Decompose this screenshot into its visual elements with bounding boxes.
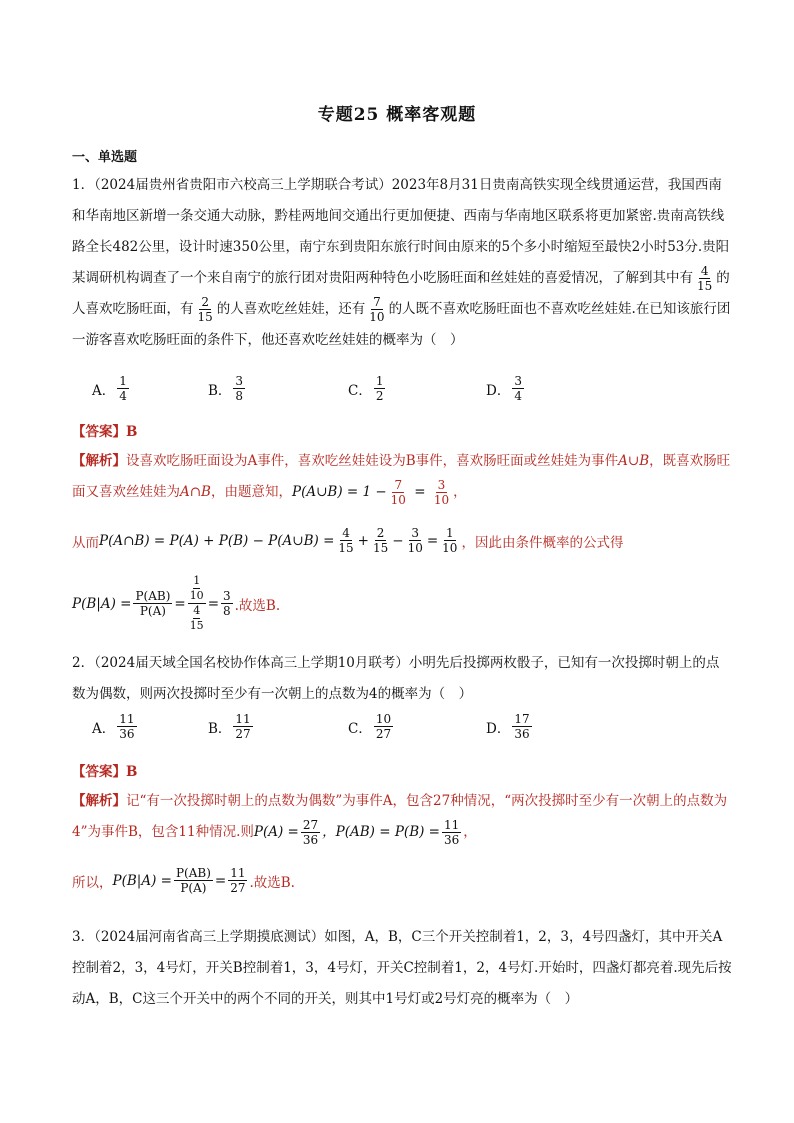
q1-analysis-line-2: 从而 P(A∩B) = P(A) + P(B) − P(A∪B) = $\frac{4}{15}$ + $\frac{2}{15}$ − $\frac{3}{10}$ = $\frac{1}{10}$ ，因此由条件概率的公式得	[72, 526, 624, 555]
q2-analysis: 【解析】记“有一次投掷时朝上的点数为偶数”为事件A，包含27种情况，“两次投掷时至少有一次朝上的点数为4”为事件B，包含11种情况.则P(A) = $\frac{27}{36}$ ，P(AB) = P(B) = $\frac{11}{36}$ ，	[72, 793, 728, 847]
q1-fraction-3: $\frac{7}{10}$	[369, 295, 385, 324]
question-2: 2．（2024届天域全国名校协作体高三上学期10月联考）小明先后投掷两枚骰子，已知有一次投掷时朝上的点数为偶数，则两次投掷时至少有一次朝上的点数为4的概率为（ ）	[72, 655, 720, 702]
q1-fraction-1: $\frac{4}{15}$	[697, 264, 713, 293]
q2-option-d[interactable]: D． $\frac{17}{36}$	[486, 712, 530, 741]
q1-fraction-2: $\frac{2}{15}$	[197, 295, 213, 324]
q1-options	[92, 374, 712, 414]
q1-analysis-tag: 【解析】	[72, 453, 126, 469]
q1-text: 1．（2024届贵州省贵阳市六校高三上学期联合考试）2023年8月31日贵南高铁实现全线贯通运营，我国西南和华南地区新增一条交通大动脉，黔桂两地间交通出行更加便捷、西南与华南地区联系将更加紧密.贵南高铁线路全长482公里，设计时速350公里，南宁东到贵阳东旅行时间由原来的5个多小时缩短至最快2小时53分.贵阳某调研机构调查了一个来自南宁的旅行团对贵阳两种特色小吃肠旺面和丝娃娃的喜爱情况，了解到其中有	[72, 177, 730, 286]
q2-option-b[interactable]: B． $\frac{11}{27}$	[208, 712, 251, 741]
q1-text-3: 的人喜欢吃丝娃娃，还有	[216, 301, 366, 317]
q2-analysis-line-2: 所以， P(B|A) = $\frac{P(AB)}{P(A)}$ = $\frac{11}{27}$ .故选B.	[72, 866, 295, 895]
q1-option-d[interactable]: D． $\frac{3}{4}$	[486, 374, 522, 403]
question-3: 3．（2024届河南省高三上学期摸底测试）如图，A，B，C三个开关控制着1，2，3，4号四盏灯，其中开关A控制着2，3，4号灯，开关B控制着1，3，4号灯，开关C控制着1，2，4号灯.开始时，四盏灯都亮着.现先后按动A，B，C这三个开关中的两个不同的开关，则其中1号灯或2号灯亮的概率为（ ）	[72, 929, 732, 1007]
section-heading: 一、单选题	[72, 150, 138, 165]
q1-option-c[interactable]: C． $\frac{1}{2}$	[348, 374, 384, 403]
q1-analysis-line-3: P(B|A) = $\frac{P(AB)}{P(A)}$ = 1 10 4 15 = $\frac{3}{8}$ .故选B.	[72, 574, 281, 632]
q1-option-a[interactable]: A． $\frac{1}{4}$	[92, 374, 127, 403]
q2-option-c[interactable]: C． $\frac{10}{27}$	[348, 712, 392, 741]
page-title: 专题25 概率客观题	[317, 105, 477, 125]
q1-text-2: 的人喜欢吃肠旺面，有	[72, 270, 730, 317]
q2-analysis-tag: 【解析】	[72, 793, 126, 809]
q2-option-a[interactable]: A． $\frac{11}{36}$	[92, 712, 135, 741]
q1-option-b[interactable]: B． $\frac{3}{8}$	[208, 374, 244, 403]
q2-answer: 【答案】B	[72, 764, 138, 780]
q1-analysis: 【解析】设喜欢吃肠旺面设为A事件，喜欢吃丝娃娃设为B事件，喜欢肠旺面或丝娃娃为事件A∪B，既喜欢肠旺面又喜欢丝娃娃为A∩B，由题意知，P(A∪B) = 1 − $\frac{7}{10}$ = $\frac{3}{10}$ ，	[72, 453, 731, 507]
q1-text-4: 的人既不喜欢吃肠旺面也不喜欢吃丝娃娃.在已知该旅行团一游客喜欢吃肠旺面的条件下，他还喜欢吃丝娃娃的概率为（ ）	[72, 301, 731, 348]
q1-answer: 【答案】B	[72, 424, 138, 440]
question-1	[72, 170, 732, 356]
q2-options	[92, 712, 712, 752]
